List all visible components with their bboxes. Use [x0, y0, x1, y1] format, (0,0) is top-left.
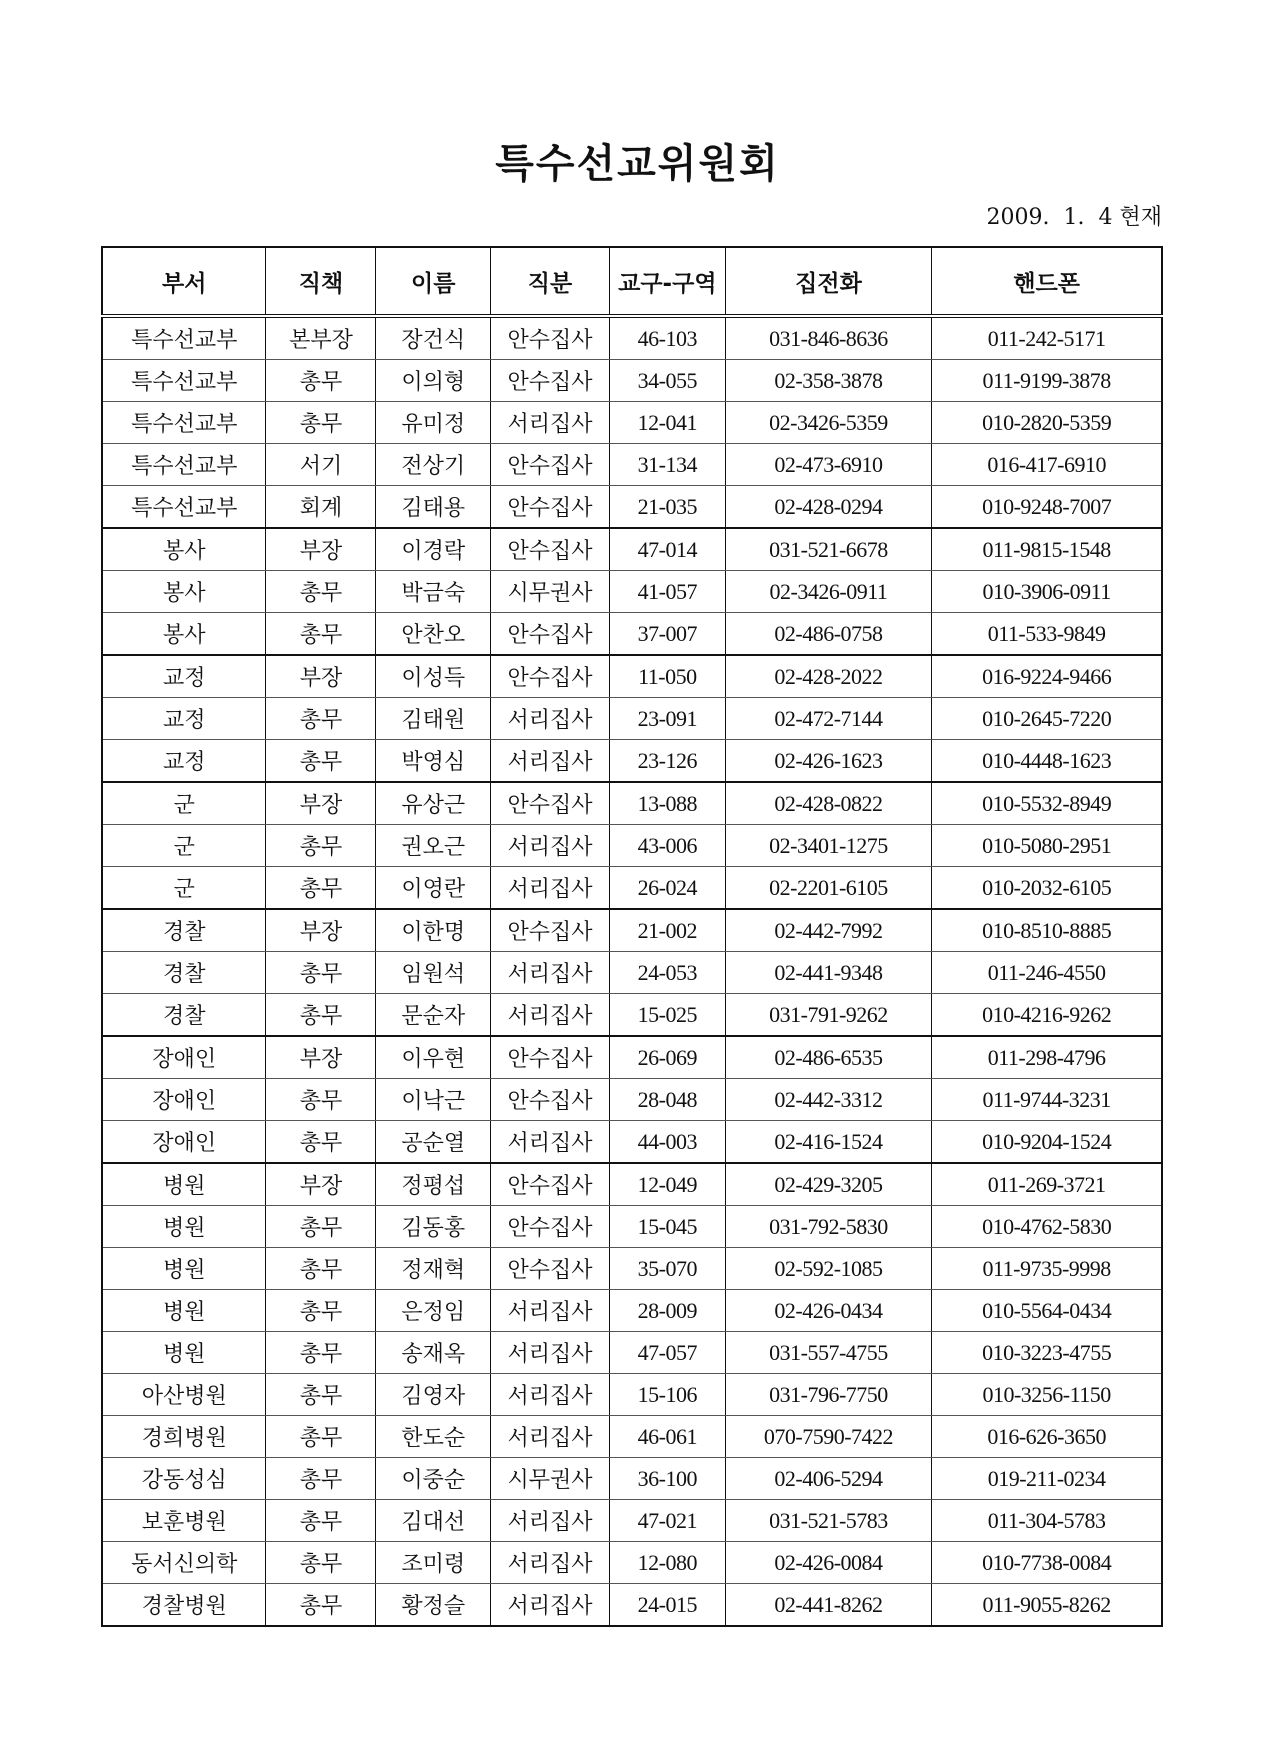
mobile-phone-cell: 011-298-4796: [932, 1036, 1162, 1079]
department-cell: 군: [102, 825, 266, 867]
home-phone-cell: 02-486-0758: [725, 613, 932, 656]
church-office-cell: 서리집사: [491, 1542, 610, 1584]
parish-district-cell: 21-002: [610, 909, 726, 952]
name-cell: 임원석: [376, 952, 491, 994]
as-of-date: 2009. 1. 4 현재: [986, 205, 1162, 230]
parish-district-cell: 12-080: [610, 1542, 726, 1584]
table-row: [102, 528, 1162, 571]
home-phone-cell: 02-426-0084: [725, 1542, 932, 1584]
page-title: 특수선교위원회: [495, 141, 780, 187]
church-office-cell: 서리집사: [491, 1332, 610, 1374]
department-cell: 장애인: [102, 1079, 266, 1121]
home-phone-cell: 02-472-7144: [725, 698, 932, 740]
roster-table: [101, 246, 1163, 1627]
department-cell: 장애인: [102, 1121, 266, 1164]
department-cell: 경희병원: [102, 1416, 266, 1458]
position-cell: 총무: [266, 1121, 376, 1164]
parish-district-cell: 35-070: [610, 1248, 726, 1290]
mobile-phone-cell: 010-3223-4755: [932, 1332, 1162, 1374]
church-office-cell: 안수집사: [491, 444, 610, 486]
position-cell: 부장: [266, 782, 376, 825]
department-cell: 특수선교부: [102, 402, 266, 444]
name-cell: 이중순: [376, 1458, 491, 1500]
parish-district-cell: 15-106: [610, 1374, 726, 1416]
home-phone-cell: 02-406-5294: [725, 1458, 932, 1500]
department-cell: 봉사: [102, 613, 266, 656]
home-phone-cell: 02-441-8262: [725, 1584, 932, 1627]
mobile-phone-cell: 011-9815-1548: [932, 528, 1162, 571]
parish-district-cell: 12-049: [610, 1163, 726, 1206]
name-cell: 김태원: [376, 698, 491, 740]
church-office-cell: 서리집사: [491, 952, 610, 994]
mobile-phone-cell: 011-246-4550: [932, 952, 1162, 994]
table-row: [102, 1206, 1162, 1248]
position-cell: 총무: [266, 571, 376, 613]
church-office-cell: 서리집사: [491, 1500, 610, 1542]
department-cell: 보훈병원: [102, 1500, 266, 1542]
mobile-phone-cell: 010-4216-9262: [932, 994, 1162, 1037]
home-phone-cell: 02-592-1085: [725, 1248, 932, 1290]
table-row: [102, 1374, 1162, 1416]
church-office-cell: 서리집사: [491, 994, 610, 1037]
mobile-phone-cell: 010-9204-1524: [932, 1121, 1162, 1164]
name-cell: 장건식: [376, 316, 491, 360]
table-row: [102, 994, 1162, 1037]
church-office-cell: 안수집사: [491, 655, 610, 698]
position-cell: 총무: [266, 1290, 376, 1332]
table-header: [102, 247, 1162, 316]
table-row: [102, 1121, 1162, 1164]
church-office-cell: 서리집사: [491, 1584, 610, 1627]
mobile-phone-cell: 010-9248-7007: [932, 486, 1162, 529]
parish-district-cell: 36-100: [610, 1458, 726, 1500]
table-row: [102, 1036, 1162, 1079]
table-row: [102, 952, 1162, 994]
home-phone-cell: 02-441-9348: [725, 952, 932, 994]
parish-district-cell: 37-007: [610, 613, 726, 656]
table-row: [102, 1416, 1162, 1458]
name-cell: 이한명: [376, 909, 491, 952]
table-row: [102, 571, 1162, 613]
parish-district-cell: 23-126: [610, 740, 726, 783]
table-row: [102, 1458, 1162, 1500]
mobile-phone-cell: 010-5564-0434: [932, 1290, 1162, 1332]
parish-district-cell: 46-061: [610, 1416, 726, 1458]
church-office-cell: 안수집사: [491, 1036, 610, 1079]
home-phone-cell: 02-3426-0911: [725, 571, 932, 613]
department-cell: 병원: [102, 1163, 266, 1206]
mobile-phone-cell: 010-7738-0084: [932, 1542, 1162, 1584]
church-office-cell: 안수집사: [491, 1163, 610, 1206]
name-cell: 권오근: [376, 825, 491, 867]
name-cell: 안찬오: [376, 613, 491, 656]
parish-district-cell: 47-014: [610, 528, 726, 571]
parish-district-cell: 21-035: [610, 486, 726, 529]
name-cell: 전상기: [376, 444, 491, 486]
home-phone-cell: 031-521-6678: [725, 528, 932, 571]
mobile-phone-cell: 016-417-6910: [932, 444, 1162, 486]
parish-district-cell: 13-088: [610, 782, 726, 825]
parish-district-cell: 15-045: [610, 1206, 726, 1248]
department-cell: 특수선교부: [102, 444, 266, 486]
position-cell: 회계: [266, 486, 376, 529]
church-office-cell: 서리집사: [491, 1374, 610, 1416]
column-header-department: 부서: [102, 247, 266, 316]
mobile-phone-cell: 010-2032-6105: [932, 867, 1162, 910]
department-cell: 장애인: [102, 1036, 266, 1079]
department-cell: 봉사: [102, 528, 266, 571]
name-cell: 한도순: [376, 1416, 491, 1458]
home-phone-cell: 02-426-0434: [725, 1290, 932, 1332]
church-office-cell: 서리집사: [491, 402, 610, 444]
table-row: [102, 1542, 1162, 1584]
department-cell: 군: [102, 867, 266, 910]
table-row: [102, 360, 1162, 402]
table-row: [102, 1163, 1162, 1206]
church-office-cell: 서리집사: [491, 698, 610, 740]
church-office-cell: 안수집사: [491, 360, 610, 402]
position-cell: 총무: [266, 994, 376, 1037]
church-office-cell: 서리집사: [491, 740, 610, 783]
church-office-cell: 서리집사: [491, 1290, 610, 1332]
department-cell: 아산병원: [102, 1374, 266, 1416]
home-phone-cell: 02-486-6535: [725, 1036, 932, 1079]
mobile-phone-cell: 010-3906-0911: [932, 571, 1162, 613]
position-cell: 총무: [266, 740, 376, 783]
column-header-name: 이름: [376, 247, 491, 316]
department-cell: 병원: [102, 1206, 266, 1248]
home-phone-cell: 02-428-0294: [725, 486, 932, 529]
church-office-cell: 안수집사: [491, 1248, 610, 1290]
parish-district-cell: 34-055: [610, 360, 726, 402]
mobile-phone-cell: 010-2645-7220: [932, 698, 1162, 740]
home-phone-cell: 02-428-0822: [725, 782, 932, 825]
home-phone-cell: 031-557-4755: [725, 1332, 932, 1374]
mobile-phone-cell: 011-9199-3878: [932, 360, 1162, 402]
mobile-phone-cell: 010-8510-8885: [932, 909, 1162, 952]
position-cell: 총무: [266, 698, 376, 740]
parish-district-cell: 11-050: [610, 655, 726, 698]
department-cell: 교정: [102, 698, 266, 740]
position-cell: 총무: [266, 1542, 376, 1584]
name-cell: 은정임: [376, 1290, 491, 1332]
parish-district-cell: 43-006: [610, 825, 726, 867]
mobile-phone-cell: 016-9224-9466: [932, 655, 1162, 698]
church-office-cell: 안수집사: [491, 1206, 610, 1248]
table-row: [102, 1079, 1162, 1121]
department-cell: 봉사: [102, 571, 266, 613]
department-cell: 강동성심: [102, 1458, 266, 1500]
home-phone-cell: 070-7590-7422: [725, 1416, 932, 1458]
church-office-cell: 안수집사: [491, 528, 610, 571]
department-cell: 병원: [102, 1290, 266, 1332]
parish-district-cell: 24-053: [610, 952, 726, 994]
table-row: [102, 444, 1162, 486]
mobile-phone-cell: 010-5080-2951: [932, 825, 1162, 867]
position-cell: 총무: [266, 1206, 376, 1248]
table-row: [102, 1290, 1162, 1332]
department-cell: 경찰: [102, 952, 266, 994]
mobile-phone-cell: 011-533-9849: [932, 613, 1162, 656]
mobile-phone-cell: 011-9744-3231: [932, 1079, 1162, 1121]
name-cell: 유미정: [376, 402, 491, 444]
home-phone-cell: 031-846-8636: [725, 316, 932, 360]
church-office-cell: 서리집사: [491, 1416, 610, 1458]
mobile-phone-cell: 011-304-5783: [932, 1500, 1162, 1542]
table-row: [102, 486, 1162, 529]
position-cell: 총무: [266, 825, 376, 867]
name-cell: 박영심: [376, 740, 491, 783]
name-cell: 박금숙: [376, 571, 491, 613]
church-office-cell: 서리집사: [491, 825, 610, 867]
table-row: [102, 1500, 1162, 1542]
parish-district-cell: 44-003: [610, 1121, 726, 1164]
department-cell: 경찰: [102, 909, 266, 952]
home-phone-cell: 031-791-9262: [725, 994, 932, 1037]
church-office-cell: 안수집사: [491, 909, 610, 952]
church-office-cell: 시무권사: [491, 1458, 610, 1500]
name-cell: 이성득: [376, 655, 491, 698]
name-cell: 공순열: [376, 1121, 491, 1164]
name-cell: 황정슬: [376, 1584, 491, 1627]
name-cell: 송재옥: [376, 1332, 491, 1374]
parish-district-cell: 47-021: [610, 1500, 726, 1542]
mobile-phone-cell: 011-242-5171: [932, 316, 1162, 360]
department-cell: 동서신의학: [102, 1542, 266, 1584]
church-office-cell: 안수집사: [491, 782, 610, 825]
name-cell: 김영자: [376, 1374, 491, 1416]
parish-district-cell: 12-041: [610, 402, 726, 444]
home-phone-cell: 02-442-7992: [725, 909, 932, 952]
department-cell: 경찰: [102, 994, 266, 1037]
home-phone-cell: 02-3426-5359: [725, 402, 932, 444]
name-cell: 이우현: [376, 1036, 491, 1079]
church-office-cell: 시무권사: [491, 571, 610, 613]
department-cell: 교정: [102, 740, 266, 783]
name-cell: 정재혁: [376, 1248, 491, 1290]
table-row: [102, 867, 1162, 910]
home-phone-cell: 02-442-3312: [725, 1079, 932, 1121]
position-cell: 총무: [266, 1584, 376, 1627]
department-cell: 군: [102, 782, 266, 825]
mobile-phone-cell: 011-9735-9998: [932, 1248, 1162, 1290]
home-phone-cell: 02-358-3878: [725, 360, 932, 402]
table-row: [102, 698, 1162, 740]
position-cell: 부장: [266, 909, 376, 952]
name-cell: 이낙근: [376, 1079, 491, 1121]
position-cell: 총무: [266, 1416, 376, 1458]
parish-district-cell: 47-057: [610, 1332, 726, 1374]
church-office-cell: 안수집사: [491, 316, 610, 360]
position-cell: 서기: [266, 444, 376, 486]
table-row: [102, 316, 1162, 360]
table-row: [102, 825, 1162, 867]
column-header-church-office: 직분: [491, 247, 610, 316]
parish-district-cell: 46-103: [610, 316, 726, 360]
department-cell: 병원: [102, 1248, 266, 1290]
position-cell: 총무: [266, 360, 376, 402]
position-cell: 총무: [266, 402, 376, 444]
position-cell: 총무: [266, 613, 376, 656]
home-phone-cell: 02-2201-6105: [725, 867, 932, 910]
church-office-cell: 안수집사: [491, 486, 610, 529]
position-cell: 총무: [266, 1374, 376, 1416]
mobile-phone-cell: 011-269-3721: [932, 1163, 1162, 1206]
mobile-phone-cell: 019-211-0234: [932, 1458, 1162, 1500]
header-row: [102, 247, 1162, 316]
mobile-phone-cell: 010-2820-5359: [932, 402, 1162, 444]
table-row: [102, 740, 1162, 783]
name-cell: 유상근: [376, 782, 491, 825]
position-cell: 부장: [266, 655, 376, 698]
home-phone-cell: 02-429-3205: [725, 1163, 932, 1206]
name-cell: 김태용: [376, 486, 491, 529]
parish-district-cell: 23-091: [610, 698, 726, 740]
parish-district-cell: 26-024: [610, 867, 726, 910]
column-header-parish-district: 교구-구역: [610, 247, 726, 316]
table-row: [102, 1332, 1162, 1374]
position-cell: 총무: [266, 1500, 376, 1542]
home-phone-cell: 02-473-6910: [725, 444, 932, 486]
name-cell: 조미령: [376, 1542, 491, 1584]
position-cell: 부장: [266, 1163, 376, 1206]
table-row: [102, 1584, 1162, 1627]
church-office-cell: 서리집사: [491, 1121, 610, 1164]
parish-district-cell: 28-009: [610, 1290, 726, 1332]
name-cell: 이의형: [376, 360, 491, 402]
department-cell: 특수선교부: [102, 486, 266, 529]
mobile-phone-cell: 010-4448-1623: [932, 740, 1162, 783]
position-cell: 총무: [266, 867, 376, 910]
name-cell: 김대선: [376, 1500, 491, 1542]
department-cell: 경찰병원: [102, 1584, 266, 1627]
parish-district-cell: 41-057: [610, 571, 726, 613]
mobile-phone-cell: 010-3256-1150: [932, 1374, 1162, 1416]
parish-district-cell: 28-048: [610, 1079, 726, 1121]
church-office-cell: 안수집사: [491, 613, 610, 656]
home-phone-cell: 02-428-2022: [725, 655, 932, 698]
mobile-phone-cell: 010-4762-5830: [932, 1206, 1162, 1248]
department-cell: 특수선교부: [102, 360, 266, 402]
parish-district-cell: 24-015: [610, 1584, 726, 1627]
position-cell: 본부장: [266, 316, 376, 360]
home-phone-cell: 031-521-5783: [725, 1500, 932, 1542]
position-cell: 총무: [266, 1332, 376, 1374]
church-office-cell: 안수집사: [491, 1079, 610, 1121]
position-cell: 총무: [266, 1079, 376, 1121]
position-cell: 총무: [266, 1248, 376, 1290]
name-cell: 정평섭: [376, 1163, 491, 1206]
home-phone-cell: 02-3401-1275: [725, 825, 932, 867]
home-phone-cell: 02-426-1623: [725, 740, 932, 783]
parish-district-cell: 26-069: [610, 1036, 726, 1079]
table-row: [102, 782, 1162, 825]
table-row: [102, 613, 1162, 656]
table-row: [102, 1248, 1162, 1290]
name-cell: 이영란: [376, 867, 491, 910]
mobile-phone-cell: 016-626-3650: [932, 1416, 1162, 1458]
name-cell: 이경락: [376, 528, 491, 571]
church-office-cell: 서리집사: [491, 867, 610, 910]
position-cell: 부장: [266, 528, 376, 571]
parish-district-cell: 15-025: [610, 994, 726, 1037]
department-cell: 병원: [102, 1332, 266, 1374]
column-header-mobile-phone: 핸드폰: [932, 247, 1162, 316]
home-phone-cell: 031-792-5830: [725, 1206, 932, 1248]
parish-district-cell: 31-134: [610, 444, 726, 486]
table-row: [102, 402, 1162, 444]
mobile-phone-cell: 010-5532-8949: [932, 782, 1162, 825]
mobile-phone-cell: 011-9055-8262: [932, 1584, 1162, 1627]
table-body: [102, 316, 1162, 1626]
column-header-home-phone: 집전화: [725, 247, 932, 316]
department-cell: 교정: [102, 655, 266, 698]
position-cell: 총무: [266, 1458, 376, 1500]
column-header-position: 직책: [266, 247, 376, 316]
table-row: [102, 909, 1162, 952]
position-cell: 총무: [266, 952, 376, 994]
name-cell: 문순자: [376, 994, 491, 1037]
name-cell: 김동홍: [376, 1206, 491, 1248]
home-phone-cell: 031-796-7750: [725, 1374, 932, 1416]
table-row: [102, 655, 1162, 698]
home-phone-cell: 02-416-1524: [725, 1121, 932, 1164]
department-cell: 특수선교부: [102, 316, 266, 360]
position-cell: 부장: [266, 1036, 376, 1079]
